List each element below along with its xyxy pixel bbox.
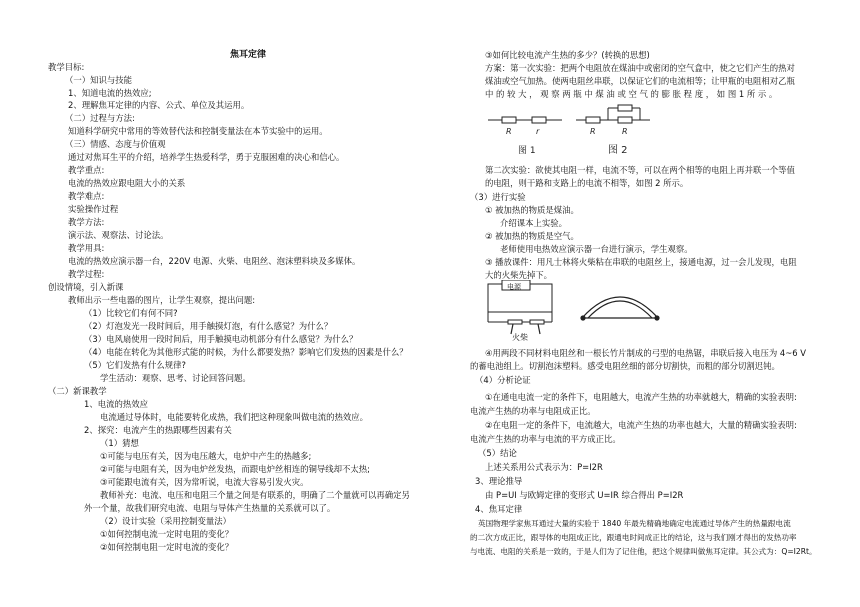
left-text-line: 电流通过导体时，电能要转化成热，我们把这种现象叫做电流的热效应。 [100, 412, 368, 422]
left-text-line: 教学目标: [48, 62, 85, 72]
right-text-line: 电流产生热的功率与电阻成正比。 [470, 406, 596, 416]
circuit-figures [480, 100, 680, 165]
left-text-line: （4）电能在转化为其他形式能的时候，为什么都要发热？影响它们发热的因素是什么？ [84, 347, 408, 357]
right-text-line: ④用两段不同材料电阻丝和一根长竹片制成的弓型的电热锯，串联后接入电压为 4~6 V [485, 348, 806, 358]
right-text-line: ①在通电电流一定的条件下，电阻越大，电流产生热的功率就越大，精确的实验表明: [485, 392, 797, 402]
right-text-line: 的电阻，则干路和支路上的电流不相等，如图 2 所示。 [485, 178, 689, 188]
right-text-line: 与电流、电阻的关系是一致的，于是人们为了记住他，把这个规律叫做焦耳定律。其公式为：Q=I2Rt。 [470, 547, 817, 556]
right-text-line: （5）结论 [478, 448, 517, 458]
match-label: 火柴 [512, 333, 528, 342]
left-text-line: ②如何控制电阻一定时电流的变化？ [100, 542, 234, 552]
left-text-line: ③可能跟电流有关，因为常听说，电流大容易引发火灾。 [100, 477, 309, 487]
right-text-line: 的蓄电池组上。切割泡沫塑料。感受电阻丝细的部分切割快，而粗的部分切割迟钝。 [470, 361, 780, 371]
left-text-line: 实验操作过程 [68, 204, 119, 214]
left-text-line: 外一个量，故我们研究电流、电阻与导体产生热量的关系就可以了。 [84, 503, 336, 513]
left-text-line: （1）比较它们有何不同? [84, 308, 178, 318]
fig1-label-1: R [506, 127, 512, 136]
left-text-line: 演示法、观察法、讨论法。 [68, 230, 169, 240]
left-text-line: ①如何控制电流一定时电阻的变化？ [100, 529, 234, 539]
right-text-line: 老师使用电热效应演示器一台进行演示，学生观察。 [500, 244, 693, 254]
match-experiment-figure [480, 280, 680, 342]
fig1-label-2: r [536, 127, 540, 136]
left-text-line: （1）猜想 [100, 438, 139, 448]
right-text-line: ① 被加热的物质是煤油。 [485, 205, 579, 215]
figure-2-circuit [576, 105, 650, 123]
left-text-line: 教学用具: [68, 243, 105, 253]
right-text-line: ③如何比较电流产生热的多少？(转换的思想) [485, 50, 650, 60]
left-text-line: 教师出示一些电器的图片，让学生观察，提出问题: [68, 295, 256, 305]
left-text-line: 教学方法: [68, 217, 105, 227]
right-text-line: 介绍课本上实验。 [500, 218, 567, 228]
right-text-line: （3）进行实验 [470, 192, 526, 202]
left-text-line: 教学重点: [68, 165, 105, 175]
right-text-line: 大的火柴先掉下。 [485, 270, 552, 280]
right-text-line: 电流产生热的功率与电流的平方成正比。 [470, 434, 621, 444]
bow-saw [581, 297, 659, 320]
fig2-caption: 图 2 [608, 145, 628, 156]
left-text-line: 学生活动：观察、思考、讨论回答问题。 [100, 373, 251, 383]
right-text-line: 4、焦耳定律 [475, 504, 523, 514]
power-source-label: 电源 [507, 283, 521, 291]
right-text-line: （4）分析论证 [475, 375, 531, 385]
right-text-line: 3、理论推导 [475, 476, 523, 486]
left-text-line: 电流的热效应跟电阻大小的关系 [68, 178, 186, 188]
left-text-line: ①可能与电压有关，因为电压越大，电炉中产生的热越多; [100, 451, 312, 461]
fig2-label-3 [623, 100, 628, 101]
left-text-line: 教学过程: [68, 269, 105, 279]
right-text-line: 煤油或空气加热。使两电阻丝串联，以保证它们的电流相等；让甲瓶的电阻相对乙瓶 [485, 76, 795, 86]
right-text-line: 上述关系用公式表示为：P=I2R [485, 462, 603, 472]
right-text-line: 的二次方成正比，跟导体的电阻成正比，跟通电时间成正比的结论，这与我们刚才得出的发热功率 [470, 533, 797, 542]
fig1-caption: 图 1 [518, 146, 536, 156]
left-text-line: （一）知识与技能 [65, 75, 132, 85]
right-text-line: 方案：第一次实验：把两个电阻放在煤油中或密闭的空气盒中，使之它们产生的热对 [485, 63, 795, 73]
right-text-line: 英国物理学家焦耳通过大量的实验于 1840 年最先精确地确定电流通过导体产生的热量跟电流 [478, 519, 791, 528]
left-text-line: （二）过程与方法: [65, 113, 135, 123]
left-text-line: （二）新课教学 [48, 386, 107, 396]
right-text-line: ③ 播放课件：用凡士林将火柴粘在串联的电阻丝上，接通电源，过一会儿发现，电阻 [485, 257, 797, 267]
left-text-line: 1、知道电流的热效应; [68, 88, 152, 98]
left-text-line: 教学难点: [68, 191, 105, 201]
figure-1-circuit [488, 117, 562, 123]
left-text-line: 创设情境，引入新课 [48, 282, 124, 292]
page-title: 焦耳定律 [230, 50, 267, 60]
left-text-line: （2）灯泡发光一段时间后，用手触摸灯泡，有什么感觉？为什么？ [84, 321, 333, 331]
fig2-label-2: R [622, 127, 628, 136]
right-text-line: 由 P=UI 与欧姆定律的变形式 U=IR 综合得出 P=I2R [485, 490, 684, 500]
left-text-line: （三）情感、态度与价值观 [65, 139, 166, 149]
left-text-line: 通过对焦耳生平的介绍，培养学生热爱科学，勇于克服困难的决心和信心。 [68, 152, 345, 162]
left-text-line: 2、探究：电流产生的热跟哪些因素有关 [84, 425, 232, 435]
left-text-line: （2）设计实验（采用控制变量法） [100, 516, 231, 526]
left-text-line: 知道科学研究中常用的等效替代法和控制变量法在本节实验中的运用。 [68, 126, 328, 136]
right-text-line: 中 的 较 大 ， 观 察 两 瓶 中 煤 油 或 空 气 的 膨 胀 程 度 ， 如 图 1 所 示 。 [485, 89, 778, 99]
right-text-line: 第二次实验：欲使其电阻一样，电流不等，可以在两个相等的电阻上再并联一个等值 [485, 165, 795, 175]
left-text-line: ②可能与电阻有关，因为电炉丝发热，而跟电炉丝相连的铜导线却不太热; [100, 464, 370, 474]
fig2-label-1: R [590, 127, 596, 136]
left-text-line: 教师补充：电流、电压和电阻三个量之间是有联系的，明确了二个量就可以再确定另 [100, 490, 410, 500]
left-text-line: 1、电流的热效应 [84, 399, 148, 409]
right-text-line: ②在电阻一定的条件下，电流越大，电流产生热的功率也越大，大量的精确实验表明: [485, 420, 797, 430]
left-text-line: （5）它们发热有什么规律? [84, 360, 186, 370]
left-text-line: （3）电风扇使用一段时间后，用手触摸电动机部分有什么感觉？为什么？ [84, 334, 358, 344]
left-text-line: 2、理解焦耳定律的内容、公式、单位及其运用。 [68, 100, 250, 110]
left-text-line: 电流的热效应演示器一台，220V 电源、火柴、电阻丝、泡沫塑料块及多媒体。 [68, 256, 361, 266]
right-text-line: ② 被加热的物质是空气。 [485, 231, 579, 241]
